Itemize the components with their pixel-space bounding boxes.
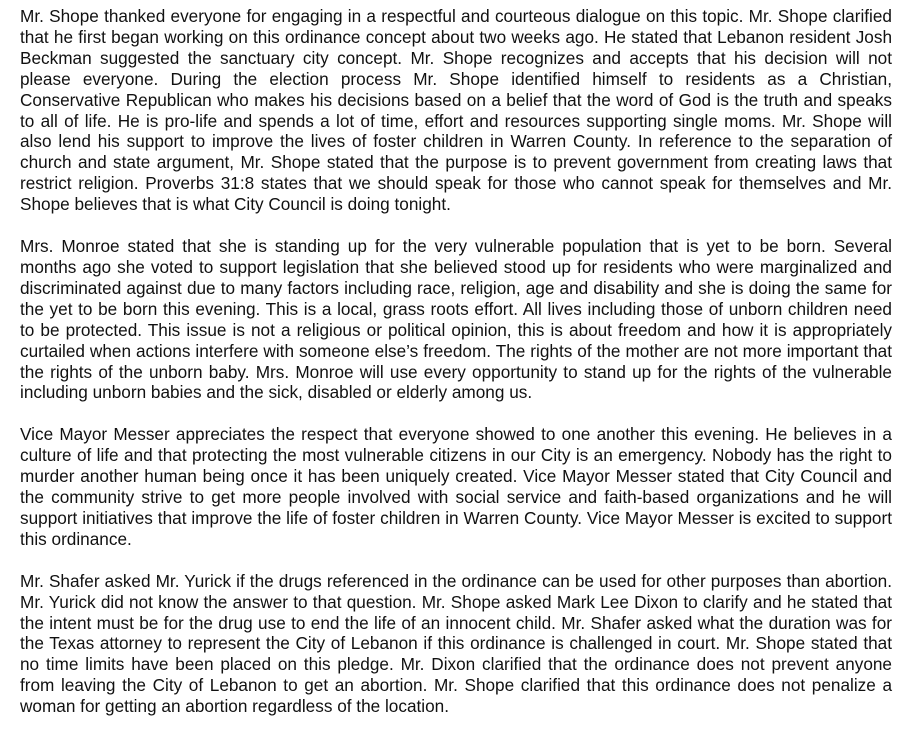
paragraph-messer-statement: Vice Mayor Messer appreciates the respect that everyone showed to one another this evening. He believes in a culture of life and that protecting the most vulnerable citizens in our City is an emergency. Nobody has the right to murder another human being once it has been uniquely created. Vice Mayor Messer stated that City Council and the community strive to get more people involved with social service and faith-based organizations and he will support initiatives that improve the life of foster children in Warren County. Vice Mayor Messer is excited to support this ordinance. <box>20 424 892 549</box>
paragraph-monroe-statement: Mrs. Monroe stated that she is standing up for the very vulnerable population that is yet to be born. Several months ago she voted to support legislation that she believed stood up for residents who were marginalized and discriminated against due to many factors including race, religion, age and disability and she is doing the same for the yet to be born this evening. This is a local, grass roots effort. All lives including those of unborn children need to be protected. This issue is not a religious or political opinion, this is about freedom and how it is appropriately curtailed when actions interfere with someone else’s freedom. The rights of the mother are not more important that the rights of the unborn baby. Mrs. Monroe will use every opportunity to stand up for the rights of the vulnerable including unborn babies and the sick, disabled or elderly among us. <box>20 236 892 403</box>
paragraph-shafer-questions: Mr. Shafer asked Mr. Yurick if the drugs referenced in the ordinance can be used for other purposes than abortion. Mr. Yurick did not know the answer to that question. Mr. Shope asked Mark Lee Dixon to clarify and he stated that the intent must be for the drug use to end the life of an innocent child. Mr. Shafer asked what the duration was for the Texas attorney to represent the City of Lebanon if this ordinance is challenged in court. Mr. Shope stated that no time limits have been placed on this pledge. Mr. Dixon clarified that the ordinance does not prevent anyone from leaving the City of Lebanon to get an abortion. Mr. Shope clarified that this ordinance does not penalize a woman for getting an abortion regardless of the location. <box>20 570 892 717</box>
paragraph-shope-statement: Mr. Shope thanked everyone for engaging in a respectful and courteous dialogue on this topic. Mr. Shope clarified that he first began working on this ordinance concept about two weeks ago. He stated that Lebanon resident Josh Beckman suggested the sanctuary city concept. Mr. Shope recognizes and accepts that his decision will not please everyone. During the election process Mr. Shope identified himself to residents as a Christian, Conservative Republican who makes his decisions based on a belief that the word of God is the truth and speaks to all of life. He is pro-life and spends a lot of time, effort and resources supporting single moms. Mr. Shope will also lend his support to improve the lives of foster children in Warren County. In reference to the separation of church and state argument, Mr. Shope stated that the purpose is to prevent government from creating laws that restrict religion. Proverbs 31:8 states that we should speak for those who cannot speak for themselves and Mr. Shope believes that is what City Council is doing tonight. <box>20 6 892 215</box>
document-body <box>20 6 892 717</box>
